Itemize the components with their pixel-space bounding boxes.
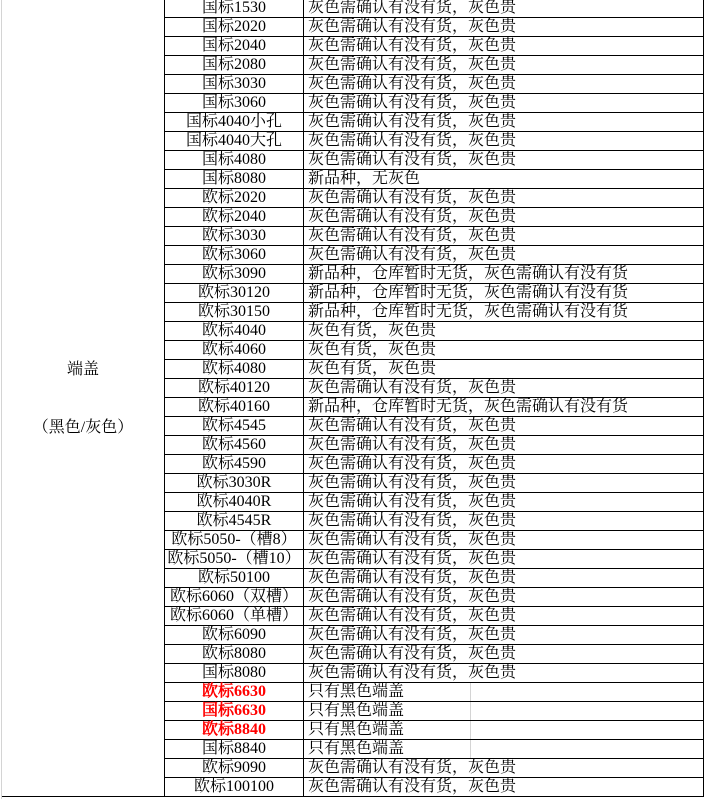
table-row bbox=[164, 189, 704, 208]
description-cell[interactable]: 灰色有货，灰色贵 bbox=[304, 360, 704, 379]
product-cell[interactable]: 欧标40160 bbox=[164, 398, 304, 417]
table-row bbox=[164, 645, 704, 664]
product-cell[interactable]: 欧标4560 bbox=[164, 436, 304, 455]
table-row bbox=[164, 94, 704, 113]
description-cell[interactable]: 灰色需确认有没有货，灰色贵 bbox=[304, 645, 704, 664]
product-cell[interactable]: 欧标50100 bbox=[164, 569, 304, 588]
description-cell[interactable]: 灰色需确认有没有货，灰色贵 bbox=[304, 113, 704, 132]
product-cell[interactable]: 国标2020 bbox=[164, 18, 304, 37]
table-row bbox=[164, 75, 704, 94]
product-cell[interactable]: 欧标3030 bbox=[164, 227, 304, 246]
table-rows bbox=[164, 0, 704, 797]
table-row bbox=[164, 379, 704, 398]
description-cell[interactable]: 灰色需确认有没有货，灰色贵 bbox=[304, 569, 704, 588]
table-row bbox=[164, 0, 704, 18]
description-cell[interactable]: 只有黑色端盖 bbox=[304, 740, 704, 759]
category-title: 端盖 bbox=[66, 360, 99, 378]
product-cell[interactable]: 欧标4590 bbox=[164, 455, 304, 474]
description-cell[interactable]: 新品种，无灰色 bbox=[304, 170, 704, 189]
product-cell[interactable]: 国标8080 bbox=[164, 170, 304, 189]
product-cell[interactable]: 欧标6090 bbox=[164, 626, 304, 645]
description-cell[interactable]: 灰色需确认有没有货，灰色贵 bbox=[304, 227, 704, 246]
table-row bbox=[164, 303, 704, 322]
product-cell[interactable]: 欧标4040 bbox=[164, 322, 304, 341]
table-row bbox=[164, 360, 704, 379]
product-cell[interactable]: 欧标4545 bbox=[164, 417, 304, 436]
product-cell[interactable]: 欧标4080 bbox=[164, 360, 304, 379]
product-cell[interactable]: 国标8080 bbox=[164, 664, 304, 683]
product-cell[interactable]: 国标6630 bbox=[164, 702, 304, 721]
description-cell[interactable]: 灰色需确认有没有货，灰色贵 bbox=[304, 417, 704, 436]
table-row bbox=[164, 759, 704, 778]
table-row bbox=[164, 132, 704, 151]
product-cell[interactable]: 欧标30120 bbox=[164, 284, 304, 303]
product-cell[interactable]: 欧标9090 bbox=[164, 759, 304, 778]
description-cell[interactable]: 灰色需确认有没有货，灰色贵 bbox=[304, 94, 704, 113]
description-cell[interactable]: 新品种，仓库暂时无货，灰色需确认有没有货 bbox=[304, 284, 704, 303]
description-cell[interactable]: 灰色需确认有没有货，灰色贵 bbox=[304, 626, 704, 645]
product-cell[interactable]: 欧标8080 bbox=[164, 645, 304, 664]
table-row bbox=[164, 607, 704, 626]
product-cell[interactable]: 欧标4040R bbox=[164, 493, 304, 512]
product-cell[interactable]: 欧标6060（单槽） bbox=[164, 607, 304, 626]
description-cell[interactable]: 灰色需确认有没有货，灰色贵 bbox=[304, 493, 704, 512]
product-cell[interactable]: 国标1530 bbox=[164, 0, 304, 18]
product-cell[interactable]: 欧标4545R bbox=[164, 512, 304, 531]
description-cell[interactable]: 灰色需确认有没有货，灰色贵 bbox=[304, 132, 704, 151]
table-row bbox=[164, 436, 704, 455]
table-row bbox=[164, 246, 704, 265]
product-cell[interactable]: 欧标2020 bbox=[164, 189, 304, 208]
description-cell[interactable]: 灰色需确认有没有货，灰色贵 bbox=[304, 379, 704, 398]
table-row bbox=[164, 56, 704, 75]
table-row bbox=[164, 493, 704, 512]
description-cell[interactable]: 只有黑色端盖 bbox=[304, 683, 704, 702]
description-cell[interactable]: 灰色需确认有没有货，灰色贵 bbox=[304, 56, 704, 75]
product-cell[interactable]: 欧标5050-（槽10） bbox=[164, 550, 304, 569]
product-cell[interactable]: 国标3060 bbox=[164, 94, 304, 113]
table-row bbox=[164, 37, 704, 56]
table-row bbox=[164, 455, 704, 474]
table-row bbox=[164, 683, 704, 702]
product-cell[interactable]: 欧标3060 bbox=[164, 246, 304, 265]
description-cell[interactable]: 灰色需确认有没有货，灰色贵 bbox=[304, 455, 704, 474]
table-row bbox=[164, 151, 704, 170]
product-cell[interactable]: 欧标2040 bbox=[164, 208, 304, 227]
table-row bbox=[164, 341, 704, 360]
table-row bbox=[164, 474, 704, 493]
description-cell[interactable]: 灰色需确认有没有货，灰色贵 bbox=[304, 208, 704, 227]
table-row bbox=[164, 740, 704, 759]
description-cell[interactable]: 灰色需确认有没有货，灰色贵 bbox=[304, 37, 704, 56]
description-cell[interactable]: 新品种，仓库暂时无货，灰色需确认有没有货 bbox=[304, 303, 704, 322]
table-row bbox=[164, 322, 704, 341]
table-row bbox=[164, 778, 704, 797]
product-cell[interactable]: 欧标8840 bbox=[164, 721, 304, 740]
table-row bbox=[164, 550, 704, 569]
product-cell[interactable]: 欧标3030R bbox=[164, 474, 304, 493]
table-row bbox=[164, 702, 704, 721]
description-cell[interactable]: 只有黑色端盖 bbox=[304, 702, 704, 721]
table-row bbox=[164, 113, 704, 132]
product-cell[interactable]: 欧标3090 bbox=[164, 265, 304, 284]
description-cell[interactable]: 灰色需确认有没有货，灰色贵 bbox=[304, 151, 704, 170]
description-cell[interactable]: 灰色需确认有没有货，灰色贵 bbox=[304, 588, 704, 607]
table-row bbox=[164, 721, 704, 740]
description-cell[interactable]: 灰色需确认有没有货，灰色贵 bbox=[304, 75, 704, 94]
description-cell[interactable]: 灰色需确认有没有货，灰色贵 bbox=[304, 0, 704, 18]
product-cell[interactable]: 国标4040小孔 bbox=[164, 113, 304, 132]
table-row bbox=[164, 588, 704, 607]
product-cell[interactable]: 欧标4060 bbox=[164, 341, 304, 360]
table-row bbox=[164, 531, 704, 550]
description-cell[interactable]: 新品种，仓库暂时无货，灰色需确认有没有货 bbox=[304, 265, 704, 284]
category-cell[interactable] bbox=[2, 0, 164, 797]
description-cell[interactable]: 灰色需确认有没有货，灰色贵 bbox=[304, 778, 704, 797]
description-cell[interactable]: 灰色需确认有没有货，灰色贵 bbox=[304, 664, 704, 683]
table-row bbox=[164, 512, 704, 531]
product-cell[interactable]: 国标4040大孔 bbox=[164, 132, 304, 151]
product-cell[interactable]: 欧标40120 bbox=[164, 379, 304, 398]
description-cell[interactable]: 灰色需确认有没有货，灰色贵 bbox=[304, 531, 704, 550]
table-row bbox=[164, 170, 704, 189]
table-row bbox=[164, 18, 704, 37]
description-cell[interactable]: 灰色需确认有没有货，灰色贵 bbox=[304, 550, 704, 569]
product-cell[interactable]: 欧标6060（双槽） bbox=[164, 588, 304, 607]
description-cell[interactable]: 灰色需确认有没有货，灰色贵 bbox=[304, 436, 704, 455]
description-cell[interactable]: 只有黑色端盖 bbox=[304, 721, 704, 740]
table-row bbox=[164, 208, 704, 227]
table-row bbox=[164, 569, 704, 588]
product-cell[interactable]: 国标4080 bbox=[164, 151, 304, 170]
description-cell[interactable]: 灰色需确认有没有货，灰色贵 bbox=[304, 474, 704, 493]
description-cell[interactable]: 灰色需确认有没有货，灰色贵 bbox=[304, 189, 704, 208]
product-cell[interactable]: 欧标6630 bbox=[164, 683, 304, 702]
description-cell[interactable]: 灰色有货，灰色贵 bbox=[304, 322, 704, 341]
table-row bbox=[164, 626, 704, 645]
table-row bbox=[164, 265, 704, 284]
product-cell[interactable]: 国标2080 bbox=[164, 56, 304, 75]
description-cell[interactable]: 新品种，仓库暂时无货，灰色需确认有没有货 bbox=[304, 398, 704, 417]
description-cell[interactable]: 灰色需确认有没有货，灰色贵 bbox=[304, 607, 704, 626]
product-cell[interactable]: 国标2040 bbox=[164, 37, 304, 56]
description-cell[interactable]: 灰色需确认有没有货，灰色贵 bbox=[304, 759, 704, 778]
product-cell[interactable]: 欧标5050-（槽8） bbox=[164, 531, 304, 550]
description-cell[interactable]: 灰色有货，灰色贵 bbox=[304, 341, 704, 360]
product-cell[interactable]: 国标3030 bbox=[164, 75, 304, 94]
description-cell[interactable]: 灰色需确认有没有货，灰色贵 bbox=[304, 246, 704, 265]
description-cell[interactable]: 灰色需确认有没有货，灰色贵 bbox=[304, 512, 704, 531]
table-row bbox=[164, 227, 704, 246]
product-cell[interactable]: 欧标30150 bbox=[164, 303, 304, 322]
table-row bbox=[164, 664, 704, 683]
category-subtitle: （黑色/灰色） bbox=[32, 418, 134, 436]
description-cell[interactable]: 灰色需确认有没有货，灰色贵 bbox=[304, 18, 704, 37]
table-row bbox=[164, 417, 704, 436]
table-row bbox=[164, 398, 704, 417]
product-cell[interactable]: 欧标100100 bbox=[164, 778, 304, 797]
product-cell[interactable]: 国标8840 bbox=[164, 740, 304, 759]
table-row bbox=[164, 284, 704, 303]
